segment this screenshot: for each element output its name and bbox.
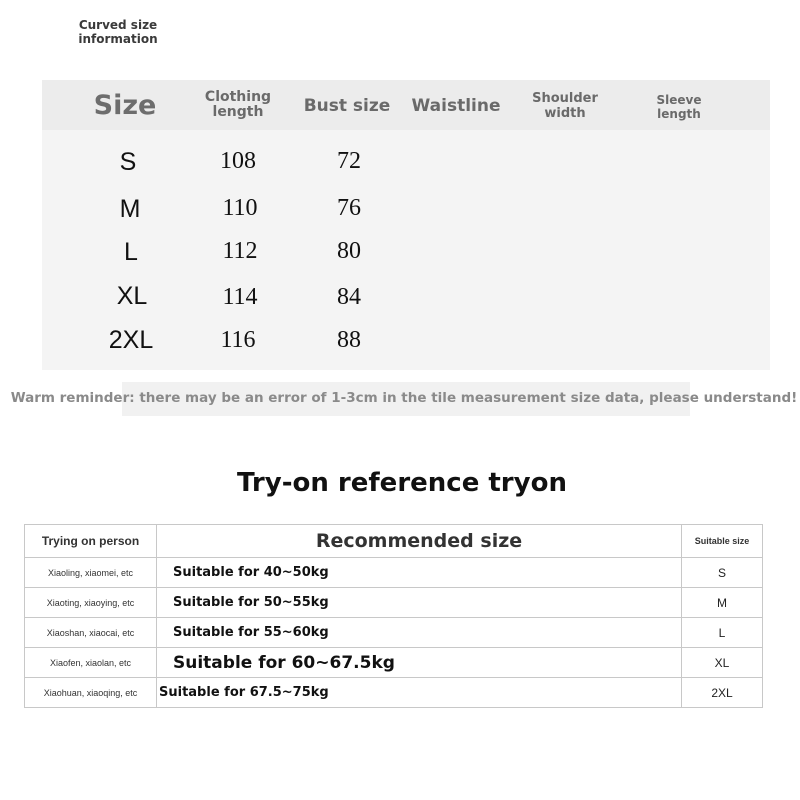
suitable-size-cell: 2XL bbox=[682, 678, 763, 708]
size-row-clothing-length: 114 bbox=[222, 284, 258, 310]
size-row-clothing-length: 116 bbox=[220, 327, 256, 353]
size-row-bust-size: 84 bbox=[337, 284, 361, 310]
curved-size-note: Curved size information bbox=[78, 18, 158, 46]
size-row-size: M bbox=[119, 195, 141, 223]
recommended-cell: Suitable for 55~60kg bbox=[157, 618, 682, 648]
header-shoulder-width: Shoulder width bbox=[532, 91, 598, 121]
table-row bbox=[25, 648, 763, 678]
header-waistline: Waistline bbox=[411, 96, 501, 116]
size-row-bust-size: 76 bbox=[337, 195, 361, 221]
person-cell: Xiaofen, xiaolan, etc bbox=[25, 648, 157, 678]
person-cell: Xiaoshan, xiaocai, etc bbox=[25, 618, 157, 648]
suitable-size-cell: S bbox=[682, 558, 763, 588]
header-clothing-length: Clothing length bbox=[204, 89, 272, 120]
suitable-size-cell: L bbox=[682, 618, 763, 648]
person-cell: Xiaoling, xiaomei, etc bbox=[25, 558, 157, 588]
size-row-clothing-length: 110 bbox=[222, 195, 258, 221]
suitable-size-cell: XL bbox=[682, 648, 763, 678]
table-row bbox=[25, 678, 763, 708]
tryon-title: Try-on reference tryon bbox=[237, 468, 567, 498]
person-cell: Xiaoting, xiaoying, etc bbox=[25, 588, 157, 618]
size-row-size: S bbox=[119, 148, 137, 176]
recommended-cell: Suitable for 60~67.5kg bbox=[157, 648, 682, 678]
size-row-bust-size: 80 bbox=[337, 238, 361, 264]
table-row bbox=[25, 588, 763, 618]
header-trying-on-person: Trying on person bbox=[25, 525, 157, 558]
size-row-size: L bbox=[124, 238, 138, 266]
tryon-header-row bbox=[25, 525, 763, 558]
warm-reminder: Warm reminder: there may be an error of 1-3cm in the tile measurement size data, please understand! bbox=[10, 390, 798, 406]
header-recommended-size: Recommended size bbox=[157, 525, 682, 558]
tryon-table bbox=[24, 524, 763, 708]
table-row bbox=[25, 618, 763, 648]
table-row bbox=[25, 558, 763, 588]
header-suitable-size: Suitable size bbox=[682, 525, 763, 558]
size-row-size: 2XL bbox=[108, 326, 154, 354]
recommended-cell: Suitable for 50~55kg bbox=[157, 588, 682, 618]
suitable-size-cell: M bbox=[682, 588, 763, 618]
header-sleeve-length: Sleeve length bbox=[656, 93, 702, 121]
recommended-cell: Suitable for 67.5~75kg bbox=[157, 678, 682, 708]
size-row-bust-size: 72 bbox=[337, 148, 361, 174]
size-row-bust-size: 88 bbox=[337, 327, 361, 353]
header-size: Size bbox=[93, 90, 157, 121]
size-row-clothing-length: 112 bbox=[222, 238, 258, 264]
person-cell: Xiaohuan, xiaoqing, etc bbox=[25, 678, 157, 708]
size-row-clothing-length: 108 bbox=[220, 148, 256, 174]
recommended-cell: Suitable for 40~50kg bbox=[157, 558, 682, 588]
header-bust-size: Bust size bbox=[303, 96, 391, 116]
size-row-size: XL bbox=[116, 282, 148, 310]
